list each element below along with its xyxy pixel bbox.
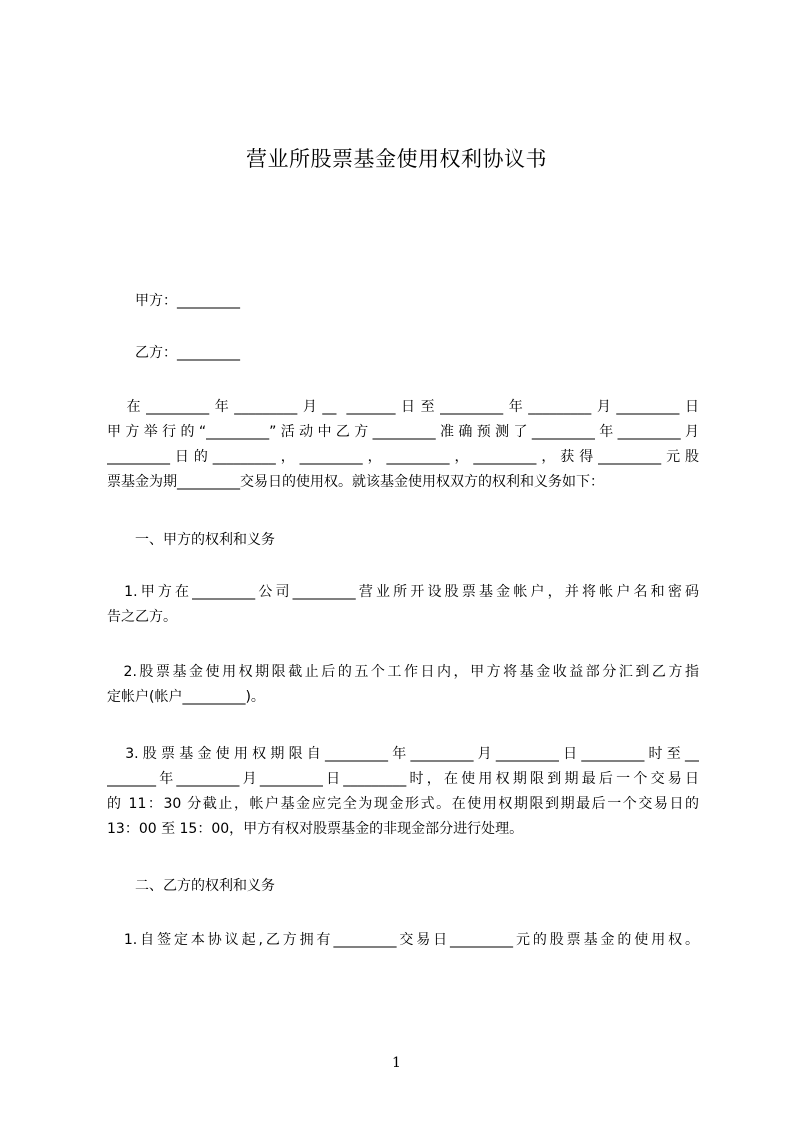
section-b-item-1-line-1: 1.自签定本协议起,乙方拥有_________交易日_________元的股票基金的使用权。 bbox=[107, 932, 699, 948]
section-a-item-2-line-1: 2.股票基金使用权期限截止后的五个工作日内，甲方将基金收益部分汇到乙方指 bbox=[107, 664, 699, 680]
intro-line-4: 票基金为期_________交易日的使用权。就该基金使用权双方的权利和义务如下： bbox=[107, 474, 604, 490]
section-a-item-1 bbox=[107, 580, 699, 630]
section-b-item-1 bbox=[107, 928, 699, 953]
section-a-item-3-line-4: 13：00 至 15：00，甲方有权对股票基金的非现金部分进行处理。 bbox=[107, 821, 524, 837]
section-a-item-3-line-1: 3.股票基金使用权期限自_________年_________月_________日_________时至__ bbox=[107, 746, 699, 762]
intro-line-1: 在_________年_________月__ _______日至_________年_________月_________日 bbox=[107, 399, 699, 415]
section-a-item-2 bbox=[107, 660, 699, 710]
section-a-item-1-line-2: 告之乙方。 bbox=[107, 609, 177, 625]
section-a-heading-text: 一、甲方的权利和义务 bbox=[135, 532, 275, 548]
section-a-item-2-line-2: 定帐户(帐户_________)。 bbox=[107, 689, 265, 705]
document-title: 营业所股票基金使用权利协议书 bbox=[246, 147, 547, 171]
section-b-heading-text: 二、乙方的权利和义务 bbox=[135, 878, 275, 894]
section-b-heading bbox=[107, 874, 699, 899]
party-b-text: 乙方：_________ bbox=[135, 345, 240, 361]
party-b-line bbox=[107, 341, 699, 366]
section-a-item-3-line-2: _______年_________月_________日_________时，在使用权期限到期最后一个交易日 bbox=[107, 771, 699, 787]
page-number: 1 bbox=[392, 1055, 401, 1071]
section-a-item-3-line-3: 的 11：30 分截止，帐户基金应完全为现金形式。在使用权期限到期最后一个交易日的 bbox=[107, 796, 699, 812]
section-a-item-3 bbox=[107, 742, 699, 842]
intro-line-2: 甲方举行的“_________”活动中乙方_________准确预测了_________年_________月 bbox=[107, 424, 699, 440]
party-a-text: 甲方：_________ bbox=[135, 293, 240, 309]
section-a-item-1-line-1: 1.甲方在_________公司_________营业所开设股票基金帐户，并将帐户名和密码 bbox=[107, 584, 699, 600]
intro-line-3: _________日的_________，_________，_________，_________，获得_________元股 bbox=[107, 449, 699, 465]
intro-paragraph bbox=[107, 395, 699, 495]
party-a-line bbox=[107, 289, 699, 314]
section-a-heading bbox=[107, 528, 699, 553]
